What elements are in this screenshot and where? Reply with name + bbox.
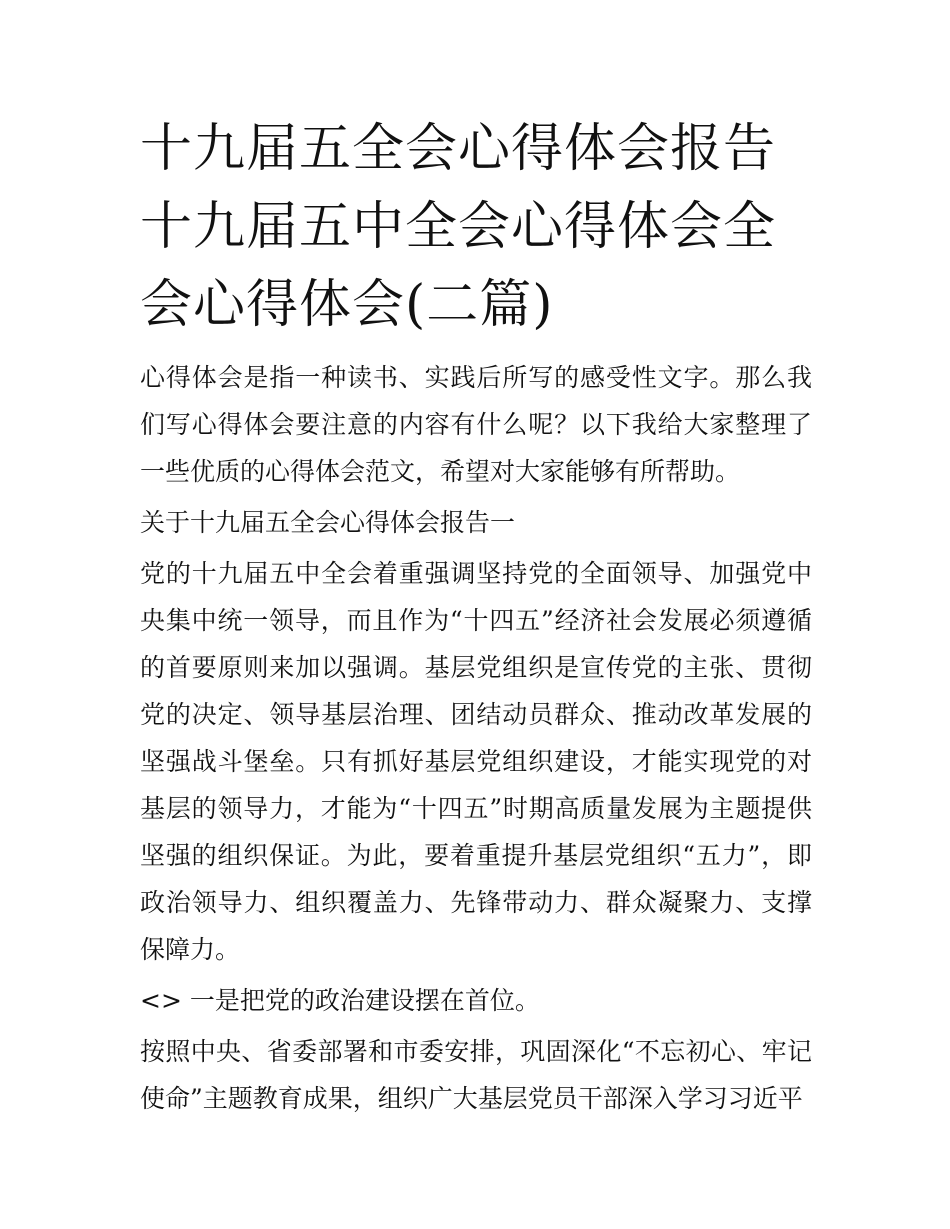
point-one-heading: <> 一是把党的政治建设摆在首位。: [140, 986, 540, 1015]
body-paragraph-1: 党的十九届五中全会着重强调坚持党的全面领导、加强党中央集中统一领导，而且作为“十四五”经济社会发展必须遵循的首要原则来加以强调。基层党组织是宣传党的主张、贯彻党的决定、领导基层治理、团结动员群众、推动改革发展的坚强战斗堡垒。只有抓好基层党组织建设，才能实现党的对基层的领导力，才能为“十四五”时期高质量发展为主题提供坚强的组织保证。为此，要着重提升基层党组织“五力”，即政治领导力、组织覆盖力、先锋带动力、群众凝聚力、支撑保障力。: [140, 559, 812, 964]
section-heading: 关于十九届五全会心得体会报告一: [140, 508, 516, 537]
intro-paragraph: 心得体会是指一种读书、实践后所写的感受性文字。那么我们写心得体会要注意的内容有什么呢？以下我给大家整理了一些优质的心得体会范文，希望对大家能够有所帮助。: [140, 363, 812, 486]
document-page: [140, 110, 812, 1126]
body-paragraph-2: 按照中央、省委部署和市委安排，巩固深化“不忘初心、牢记使命”主题教育成果，组织广大基层党员干部深入学习习近平: [140, 1037, 812, 1113]
document-title: 十九届五全会心得体会报告 十九届五中全会心得体会全会心得体会(二篇): [140, 119, 777, 335]
